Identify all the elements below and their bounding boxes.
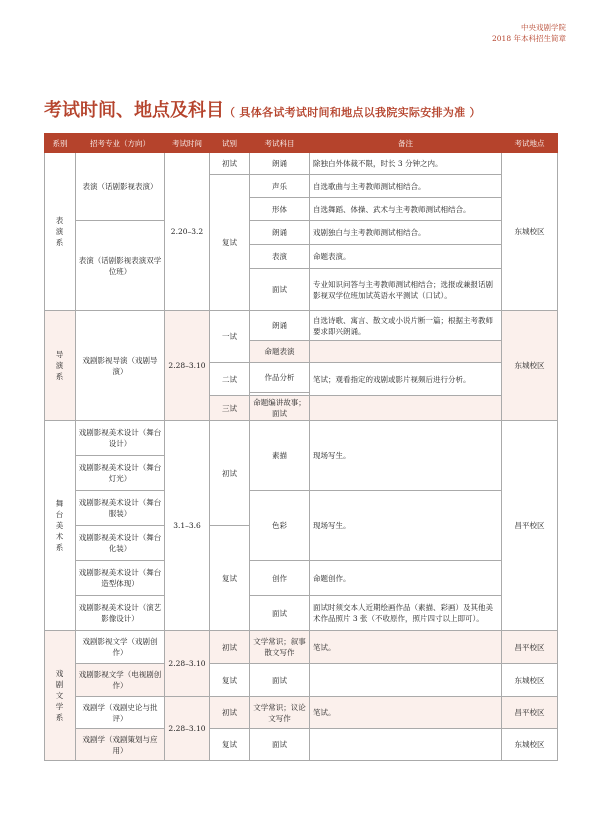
round-cell: 初试 — [210, 153, 250, 175]
subject-cell: 面试 — [250, 729, 310, 761]
time-cell: 2.28–3.10 — [165, 697, 210, 761]
note-cell: 命题表演。 — [310, 245, 502, 269]
location-cell: 东城校区 — [502, 153, 558, 311]
dept-name: 舞台美术系 — [55, 499, 65, 552]
header-brochure: 2018 年本科招生简章 — [492, 34, 566, 43]
note-cell: 笔试。 — [310, 697, 502, 729]
subject-cell: 命题表演 — [250, 341, 310, 363]
subject-cell: 朗诵 — [250, 153, 310, 175]
column-header: 备注 — [310, 134, 502, 153]
exam-schedule-table — [44, 133, 558, 761]
table-header-row — [45, 134, 558, 153]
table-row — [45, 153, 558, 175]
column-header: 招考专业（方向） — [76, 134, 165, 153]
subject-cell: 面试 — [250, 269, 310, 311]
note-cell: 笔试；观看指定的戏剧或影片视频后进行分析。 — [310, 363, 502, 396]
table-row — [45, 221, 558, 245]
major-cell: 戏剧学（戏剧史论与批评） — [76, 697, 165, 729]
table-row — [45, 421, 558, 456]
major-cell: 表演（话剧影视表演） — [76, 153, 165, 221]
note-cell: 现场写生。 — [310, 491, 502, 561]
header-school: 中央戏剧学院 — [521, 23, 566, 32]
major-cell: 戏剧影视文学（电视剧创作） — [76, 664, 165, 697]
round-cell: 初试 — [210, 421, 250, 526]
location-cell: 东城校区 — [502, 664, 558, 697]
major-cell: 戏剧影视美术设计（舞台服装） — [76, 491, 165, 526]
round-cell: 一试 — [210, 311, 250, 363]
note-cell: 自选舞蹈、体操、武术与主考教师测试相结合。 — [310, 198, 502, 221]
title-main: 考试时间、地点及科目 — [44, 100, 224, 121]
time-cell: 2.28–3.10 — [165, 311, 210, 421]
major-cell: 戏剧影视美术设计（舞台灯光） — [76, 456, 165, 491]
running-header — [492, 22, 566, 44]
time-cell: 2.20–3.2 — [165, 153, 210, 311]
note-cell: 自选诗歌、寓言、散文或小说片断一篇；根据主考教师要求即兴朗诵。 — [310, 311, 502, 341]
note-cell: 戏剧独白与主考教师测试相结合。 — [310, 221, 502, 245]
dept-cell — [45, 421, 76, 631]
subject-cell: 文学常识；叙事散文写作 — [250, 631, 310, 664]
table-row — [45, 729, 558, 761]
note-cell: 笔试。 — [310, 631, 502, 664]
table-row — [45, 561, 558, 596]
column-header: 试别 — [210, 134, 250, 153]
note-cell: 除独白外体裁不限，时长 3 分钟之内。 — [310, 153, 502, 175]
subject-cell: 声乐 — [250, 175, 310, 198]
round-cell: 复试 — [210, 526, 250, 631]
time-cell: 3.1–3.6 — [165, 421, 210, 631]
column-header: 考试地点 — [502, 134, 558, 153]
round-cell: 三试 — [210, 396, 250, 421]
table-row — [45, 491, 558, 526]
dept-cell — [45, 153, 76, 311]
note-cell — [310, 341, 502, 363]
location-cell: 昌平校区 — [502, 631, 558, 664]
location-cell: 昌平校区 — [502, 421, 558, 631]
note-cell — [310, 396, 502, 421]
table-row — [45, 311, 558, 341]
subject-cell: 朗诵 — [250, 311, 310, 341]
dept-cell — [45, 631, 76, 761]
round-cell: 复试 — [210, 729, 250, 761]
subject-cell: 命题编讲故事；面试 — [250, 396, 310, 421]
subject-cell: 面试 — [250, 596, 310, 631]
note-cell: 专业知识问答与主考教师测试相结合；选报或兼报话剧影视双学位班加试英语水平测试（口试）。 — [310, 269, 502, 311]
location-cell: 东城校区 — [502, 729, 558, 761]
table-row — [45, 697, 558, 729]
dept-name: 戏剧文学系 — [55, 669, 65, 722]
round-cell: 初试 — [210, 697, 250, 729]
note-cell — [310, 664, 502, 697]
subject-cell: 作品分析 — [250, 363, 310, 393]
subject-cell: 创作 — [250, 561, 310, 596]
round-cell: 复试 — [210, 175, 250, 311]
round-cell: 复试 — [210, 664, 250, 697]
major-cell: 戏剧影视美术设计（舞台造型体现） — [76, 561, 165, 596]
table-row — [45, 596, 558, 631]
location-cell: 东城校区 — [502, 311, 558, 421]
note-cell: 现场写生。 — [310, 421, 502, 491]
subject-cell: 表演 — [250, 245, 310, 269]
subject-cell: 形体 — [250, 198, 310, 221]
round-cell: 初试 — [210, 631, 250, 664]
major-cell: 戏剧学（戏剧策划与应用） — [76, 729, 165, 761]
column-header: 系别 — [45, 134, 76, 153]
subject-cell: 素描 — [250, 421, 310, 491]
major-cell: 表演（话剧影视表演双学位班） — [76, 221, 165, 311]
major-cell: 戏剧影视美术设计（演艺影像设计） — [76, 596, 165, 631]
major-cell: 戏剧影视导演（戏剧导演） — [76, 311, 165, 421]
subject-cell: 面试 — [250, 664, 310, 697]
column-header: 考试科目 — [250, 134, 310, 153]
title-note: （ 具体各试考试时间和地点以我院实际安排为准 ） — [224, 106, 481, 119]
dept-name: 导演系 — [55, 350, 65, 381]
note-cell: 自选歌曲与主考教师测试相结合。 — [310, 175, 502, 198]
page-title — [44, 96, 481, 122]
major-cell: 戏剧影视美术设计（舞台设计） — [76, 421, 165, 456]
location-cell: 昌平校区 — [502, 697, 558, 729]
table-row — [45, 664, 558, 697]
subject-cell: 色彩 — [250, 491, 310, 561]
table-row — [45, 631, 558, 664]
note-cell: 面试时须交本人近期绘画作品（素描、彩画）及其他美术作品照片 3 张（不收原作，照片四寸以上即可）。 — [310, 596, 502, 631]
time-cell: 2.28–3.10 — [165, 631, 210, 697]
major-cell: 戏剧影视美术设计（舞台化装） — [76, 526, 165, 561]
dept-cell — [45, 311, 76, 421]
major-cell: 戏剧影视文学（戏剧创作） — [76, 631, 165, 664]
note-cell: 命题创作。 — [310, 561, 502, 596]
column-header: 考试时间 — [165, 134, 210, 153]
dept-name: 表演系 — [55, 216, 65, 247]
subject-cell: 文学常识；议论文写作 — [250, 697, 310, 729]
round-cell: 二试 — [210, 363, 250, 396]
note-cell — [310, 729, 502, 761]
subject-cell: 朗诵 — [250, 221, 310, 245]
